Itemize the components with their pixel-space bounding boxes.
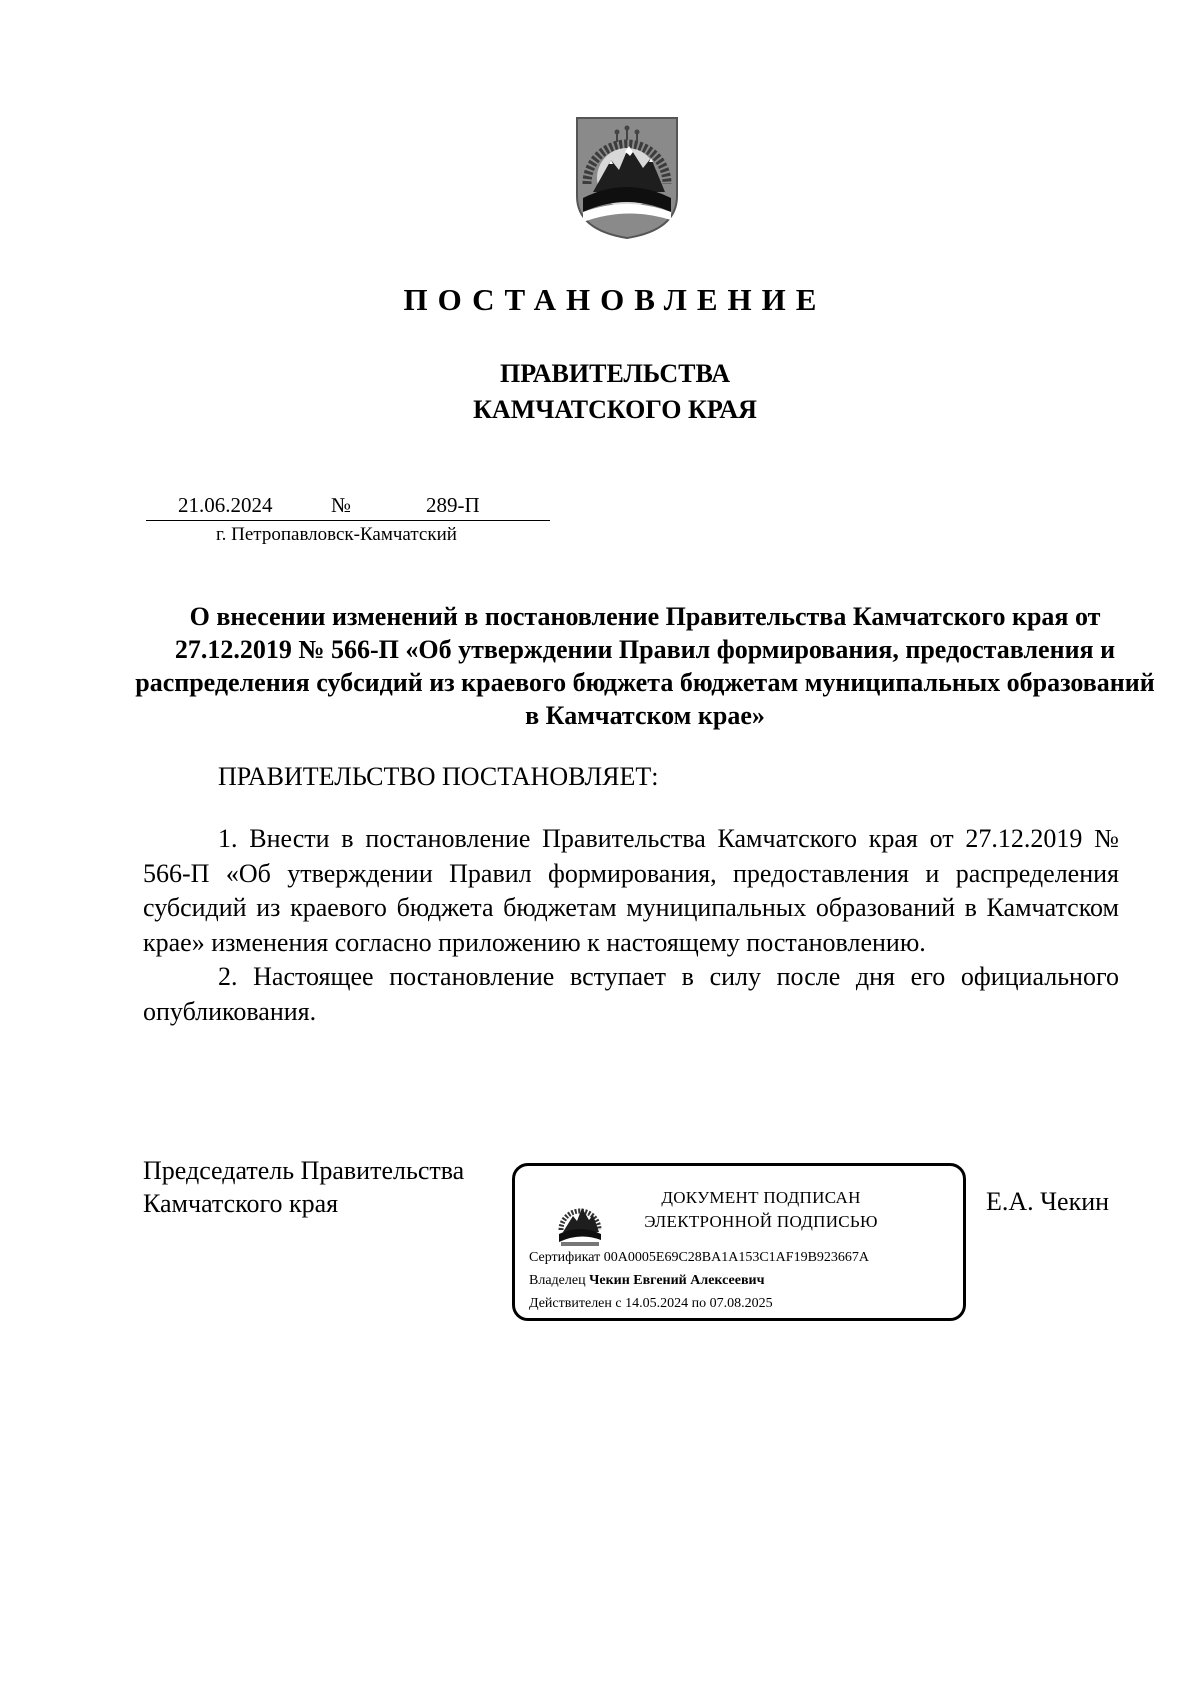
stamp-owner <box>529 1273 764 1289</box>
document-date: 21.06.2024 <box>178 493 273 517</box>
signer-title <box>143 1154 464 1220</box>
paragraph-1: 1. Внести в постановление Правительства Камчатского края от 27.12.2019 № 566-П «Об утверждении Правил формирования, предоставления и распределения субсидий из краевого бюджета бюджетам муниципальных образований в Камчатском крае» изменения согласно приложению к настоящему постановлению. <box>143 824 1119 957</box>
valid-from: 14.05.2024 <box>625 1296 689 1311</box>
paragraph-2: 2. Настоящее постановление вступает в силу после дня его официального опубликования. <box>143 962 1119 1026</box>
signer-title-line-2: Камчатского края <box>143 1189 339 1218</box>
issuer-line-2: КАМЧАТСКОГО КРАЯ <box>473 395 757 424</box>
issuer <box>0 356 1200 428</box>
signer-name: Е.А. Чекин <box>986 1187 1110 1216</box>
registration-line <box>146 493 550 525</box>
certificate-label: Сертификат <box>529 1250 601 1265</box>
owner-value: Чекин Евгений Алексеевич <box>589 1273 765 1288</box>
document-number: 289-П <box>426 493 480 517</box>
number-sign: № <box>331 493 352 517</box>
document-subject: О внесении изменений в постановление Правительства Камчатского края от 27.12.2019 № 566-П «Об утверждении Правил формирования, предоставления и распределения субсидий из краевого бюджета бюджетам муниципальных образований в Камчатском крае» <box>135 602 1155 730</box>
valid-to-label: по <box>691 1296 707 1311</box>
certificate-value: 00A0005E69C28BA1A153C1AF19B923667A <box>603 1250 870 1265</box>
stamp-heading-line-1: ДОКУМЕНТ ПОДПИСАН <box>661 1188 861 1207</box>
city: г. Петропавловск-Камчатский <box>216 524 457 545</box>
signer-title-line-1: Председатель Правительства <box>143 1156 465 1185</box>
document-body <box>143 822 1119 1029</box>
registration-underline <box>146 520 550 521</box>
stamp-validity <box>529 1296 773 1312</box>
electronic-signature-stamp <box>512 1163 966 1321</box>
stamp-heading-line-2: ЭЛЕКТРОННОЙ ПОДПИСЬЮ <box>644 1212 878 1231</box>
issuer-line-1: ПРАВИТЕЛЬСТВА <box>500 359 730 388</box>
owner-label: Владелец <box>529 1273 586 1288</box>
stamp-heading <box>611 1186 911 1234</box>
coat-of-arms-icon <box>573 112 681 240</box>
document-type: ПОСТАНОВЛЕНИЕ <box>403 282 827 317</box>
valid-to: 07.08.2025 <box>709 1296 773 1311</box>
stamp-emblem-icon <box>555 1190 605 1248</box>
decree-heading: ПРАВИТЕЛЬСТВО ПОСТАНОВЛЯЕТ: <box>218 762 659 791</box>
stamp-certificate <box>529 1250 869 1266</box>
valid-label: Действителен с <box>529 1296 622 1311</box>
